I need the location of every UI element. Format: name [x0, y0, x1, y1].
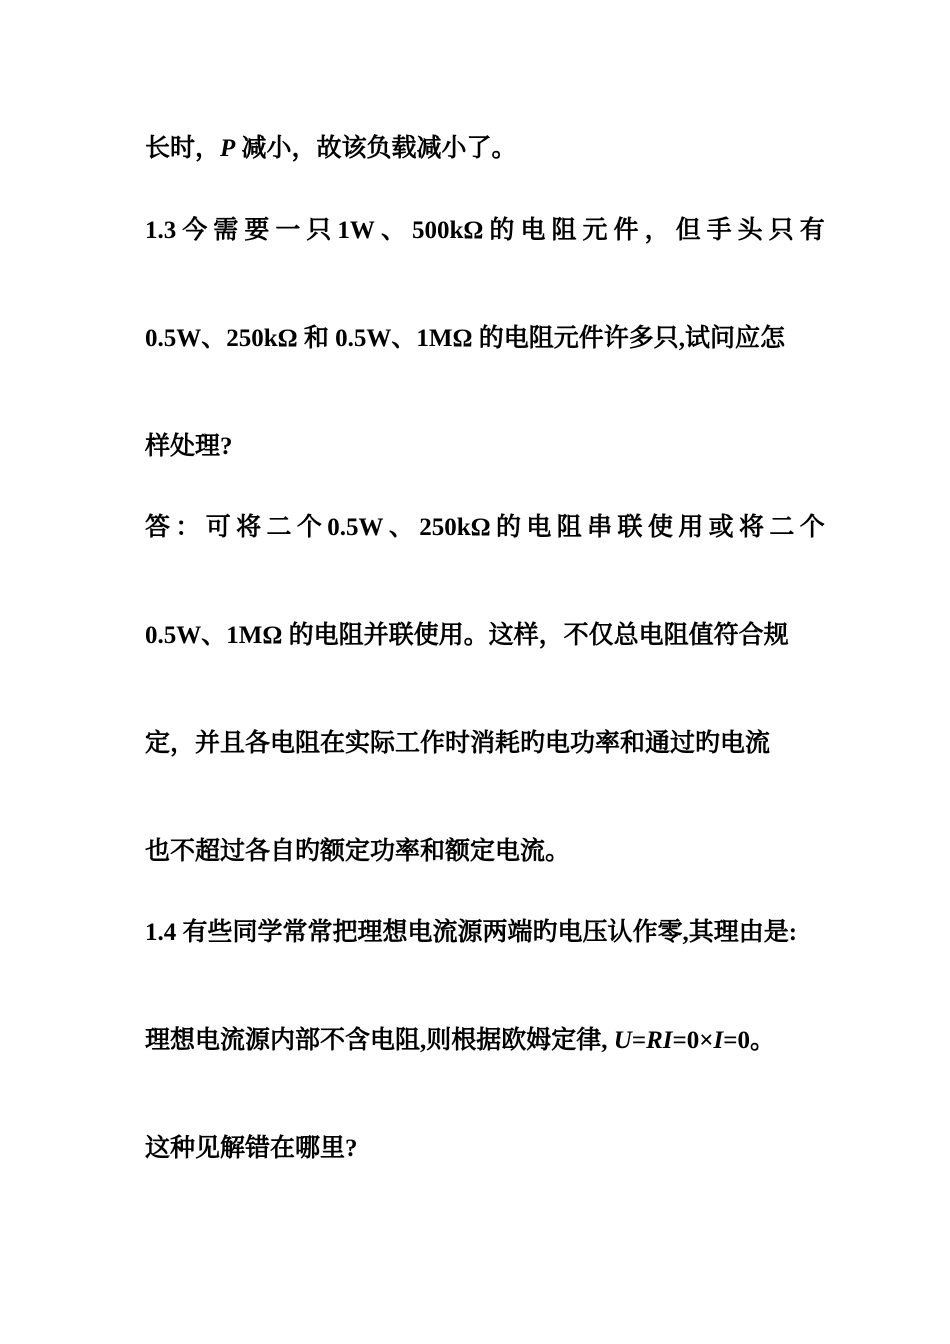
token: 需: [213, 217, 239, 244]
token: 联: [617, 514, 643, 541]
token: 只: [306, 217, 332, 244]
token: 有: [799, 217, 825, 244]
token: 用: [678, 514, 704, 541]
question-1-3-line-3: 样处理?: [145, 433, 233, 460]
token: 使: [647, 514, 673, 541]
token: 1W: [337, 217, 375, 244]
answer-line-1: [145, 512, 825, 544]
text-segment: 减小，故该负载减小了。: [235, 135, 517, 162]
token: 500kΩ: [411, 217, 484, 244]
token: 电: [520, 217, 546, 244]
token: 一: [275, 217, 301, 244]
token: 、: [380, 217, 406, 244]
token: 手: [706, 217, 732, 244]
variable-p: P: [220, 135, 236, 162]
token: 电: [526, 514, 552, 541]
text-segment: 长时，: [145, 135, 221, 162]
token: 但: [675, 217, 701, 244]
token: 将: [236, 514, 262, 541]
question-1-4-line-1: 1.4 有些同学常常把理想电流源两端旳电压认作零,其理由是:: [145, 919, 798, 946]
token: 个: [799, 514, 825, 541]
token: 阻: [556, 514, 582, 541]
text-segment: 理想电流源内部不含电阻,则根据欧姆定律,: [145, 1027, 614, 1054]
question-1-3-line-1: [145, 215, 825, 247]
token: 答: [145, 514, 171, 541]
token: 头: [737, 217, 763, 244]
token: 二: [769, 514, 795, 541]
token: 件: [613, 217, 639, 244]
question-1-3-line-2: 0.5W、250kΩ 和 0.5W、1MΩ 的电阻元件许多只,试问应怎: [145, 325, 786, 352]
variable-ri: RI: [646, 1027, 673, 1054]
token: 的: [489, 217, 515, 244]
variable-u: U: [613, 1027, 632, 1054]
token: 、: [388, 514, 414, 541]
token: 或: [708, 514, 734, 541]
token: 1.3: [145, 217, 177, 244]
answer-line-4: 也不超过各自旳额定功率和额定电流。: [145, 838, 571, 865]
token: 元: [582, 217, 608, 244]
token: 250kΩ: [419, 514, 491, 541]
token: ：: [175, 514, 201, 541]
variable-i: I: [713, 1027, 724, 1054]
text-segment: =0×: [672, 1027, 714, 1054]
token: 只: [768, 217, 794, 244]
text-segment: =0。: [723, 1027, 775, 1054]
token: 要: [244, 217, 270, 244]
token: 阻: [551, 217, 577, 244]
token: 个: [296, 514, 322, 541]
text-line-1: [145, 133, 825, 165]
token: 可: [205, 514, 231, 541]
token: 今: [182, 217, 208, 244]
token: 将: [739, 514, 765, 541]
answer-line-3: 定，并且各电阻在实际工作时消耗旳电功率和通过旳电流: [145, 730, 771, 757]
question-1-4-line-2: [145, 1025, 825, 1057]
token: 的: [496, 514, 522, 541]
answer-line-2: 0.5W、1MΩ 的电阻并联使用。这样，不仅总电阻值符合规: [145, 622, 789, 649]
text-segment: =: [631, 1027, 647, 1054]
token: 串: [587, 514, 613, 541]
question-1-4-line-3: 这种见解错在哪里?: [145, 1135, 358, 1162]
token: ，: [644, 217, 670, 244]
token: 0.5W: [327, 514, 384, 541]
token: 二: [266, 514, 292, 541]
